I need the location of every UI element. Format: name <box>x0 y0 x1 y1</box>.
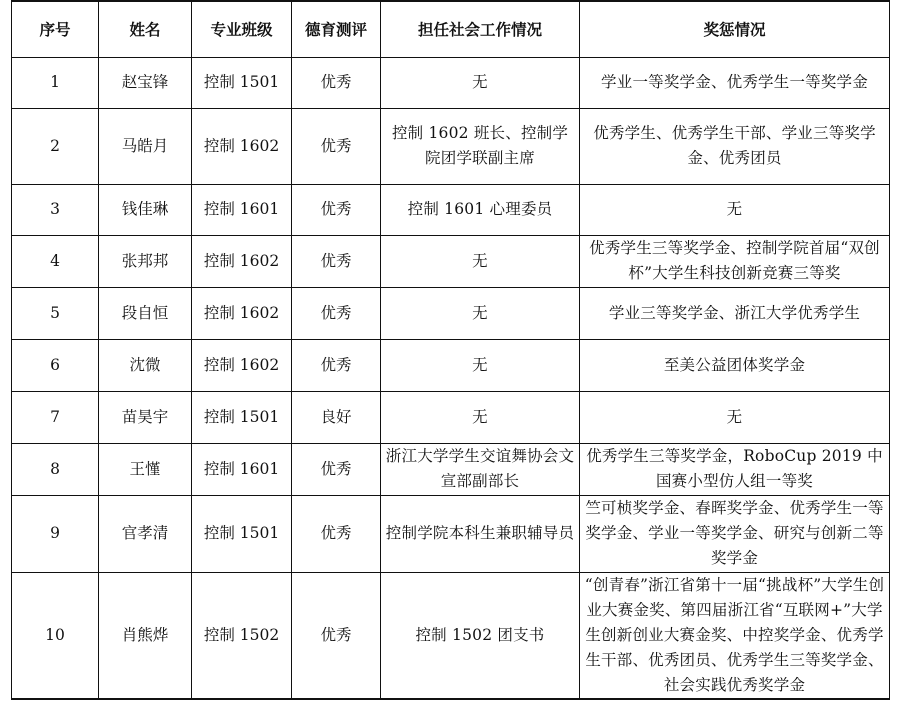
cell-class: 控制 1602 <box>192 287 292 339</box>
table-row <box>12 57 890 108</box>
header-index: 序号 <box>12 1 99 57</box>
cell-index: 5 <box>12 287 99 339</box>
cell-index: 7 <box>12 391 99 443</box>
cell-moral: 优秀 <box>292 443 381 495</box>
cell-awards: 优秀学生三等奖学金，RoboCup 2019 中国赛小型仿人组一等奖 <box>580 443 890 495</box>
cell-social-work: 控制 1502 团支书 <box>381 572 580 699</box>
table-row <box>12 235 890 287</box>
cell-social-work: 控制学院本科生兼职辅导员 <box>381 495 580 572</box>
cell-class: 控制 1602 <box>192 108 292 184</box>
cell-class: 控制 1501 <box>192 57 292 108</box>
cell-social-work: 无 <box>381 57 580 108</box>
table-row <box>12 443 890 495</box>
cell-name: 沈微 <box>99 339 192 391</box>
table-row <box>12 108 890 184</box>
cell-moral: 优秀 <box>292 495 381 572</box>
cell-social-work: 无 <box>381 391 580 443</box>
cell-name: 肖熊烨 <box>99 572 192 699</box>
cell-moral: 良好 <box>292 391 381 443</box>
cell-name: 钱佳琳 <box>99 184 192 235</box>
cell-name: 张邦邦 <box>99 235 192 287</box>
cell-index: 8 <box>12 443 99 495</box>
cell-awards: 优秀学生三等奖学金、控制学院首届“双创杯”大学生科技创新竞赛三等奖 <box>580 235 890 287</box>
table-row <box>12 391 890 443</box>
cell-class: 控制 1601 <box>192 184 292 235</box>
cell-moral: 优秀 <box>292 572 381 699</box>
header-class: 专业班级 <box>192 1 292 57</box>
cell-class: 控制 1602 <box>192 235 292 287</box>
cell-class: 控制 1601 <box>192 443 292 495</box>
cell-class: 控制 1602 <box>192 339 292 391</box>
cell-awards: 至美公益团体奖学金 <box>580 339 890 391</box>
header-social-work: 担任社会工作情况 <box>381 1 580 57</box>
cell-name: 马皓月 <box>99 108 192 184</box>
cell-social-work: 控制 1601 心理委员 <box>381 184 580 235</box>
cell-index: 2 <box>12 108 99 184</box>
cell-name: 王慬 <box>99 443 192 495</box>
cell-class: 控制 1501 <box>192 495 292 572</box>
cell-moral: 优秀 <box>292 57 381 108</box>
cell-name: 赵宝锋 <box>99 57 192 108</box>
cell-index: 1 <box>12 57 99 108</box>
cell-moral: 优秀 <box>292 184 381 235</box>
cell-social-work: 浙江大学学生交谊舞协会文宣部副部长 <box>381 443 580 495</box>
cell-index: 10 <box>12 572 99 699</box>
cell-moral: 优秀 <box>292 339 381 391</box>
cell-name: 官孝清 <box>99 495 192 572</box>
table-row <box>12 572 890 699</box>
cell-moral: 优秀 <box>292 108 381 184</box>
cell-index: 3 <box>12 184 99 235</box>
table-row <box>12 495 890 572</box>
cell-name: 苗昊宇 <box>99 391 192 443</box>
header-awards: 奖惩情况 <box>580 1 890 57</box>
cell-class: 控制 1502 <box>192 572 292 699</box>
cell-class: 控制 1501 <box>192 391 292 443</box>
cell-awards: 学业三等奖学金、浙江大学优秀学生 <box>580 287 890 339</box>
cell-social-work: 控制 1602 班长、控制学院团学联副主席 <box>381 108 580 184</box>
cell-index: 4 <box>12 235 99 287</box>
student-awards-table <box>11 0 890 700</box>
cell-awards: “创青春”浙江省第十一届“挑战杯”大学生创业大赛金奖、第四届浙江省“互联网+”大学生创新创业大赛金奖、中控奖学金、优秀学生干部、优秀团员、优秀学生三等奖学金、社会实践优秀奖学金 <box>580 572 890 699</box>
table-row <box>12 339 890 391</box>
cell-social-work: 无 <box>381 235 580 287</box>
cell-awards: 学业一等奖学金、优秀学生一等奖学金 <box>580 57 890 108</box>
cell-moral: 优秀 <box>292 287 381 339</box>
cell-social-work: 无 <box>381 287 580 339</box>
header-row <box>12 1 890 57</box>
cell-awards: 无 <box>580 184 890 235</box>
cell-index: 9 <box>12 495 99 572</box>
cell-awards: 竺可桢奖学金、春晖奖学金、优秀学生一等奖学金、学业一等奖学金、研究与创新二等奖学金 <box>580 495 890 572</box>
table-row <box>12 184 890 235</box>
header-moral: 德育测评 <box>292 1 381 57</box>
table-row <box>12 287 890 339</box>
cell-awards: 优秀学生、优秀学生干部、学业三等奖学金、优秀团员 <box>580 108 890 184</box>
cell-social-work: 无 <box>381 339 580 391</box>
cell-awards: 无 <box>580 391 890 443</box>
cell-index: 6 <box>12 339 99 391</box>
cell-name: 段自恒 <box>99 287 192 339</box>
header-name: 姓名 <box>99 1 192 57</box>
cell-moral: 优秀 <box>292 235 381 287</box>
